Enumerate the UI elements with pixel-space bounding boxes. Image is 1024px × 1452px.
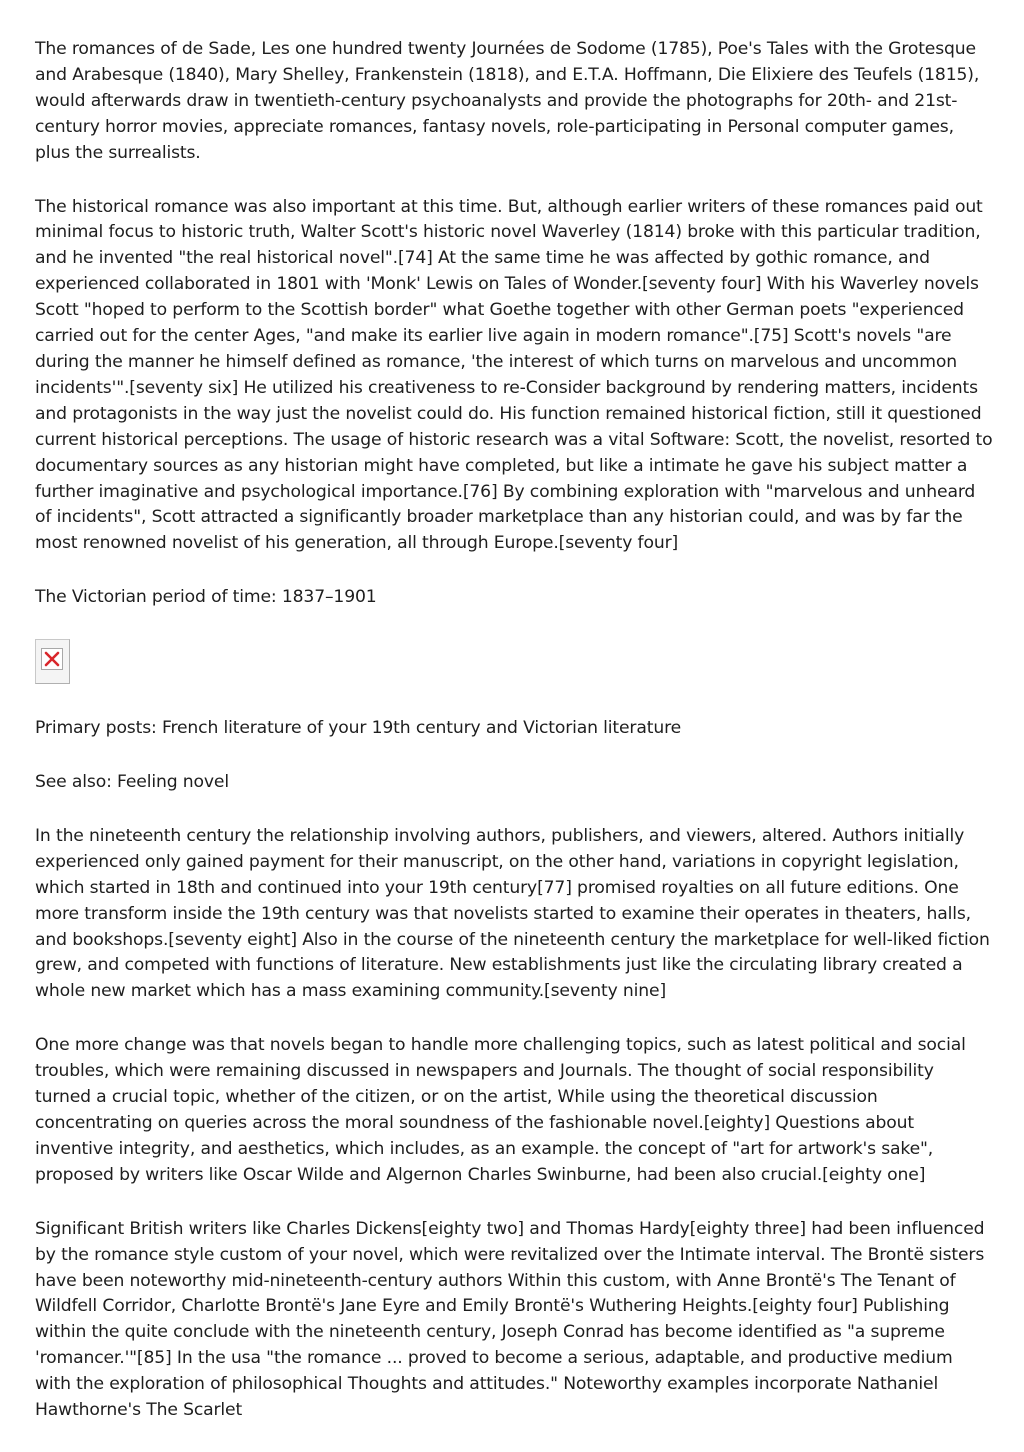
paragraph-challenging-topics: One more change was that novels began to handle more challenging topics, such as latest political and social troubles, which were remaining discussed in newspapers and Journals. The thought of social responsibility turned a crucial topic, whether of the citizen, or on the artist, While using the theoretical discussion concentrating on queries across the moral soundness of the fashionable novel.[eighty] Questions about inventive integrity, and aesthetics, which includes, as an example. the concept of "art for artwork's sake", proposed by writers like Oscar Wilde and Algernon Charles Swinburne, had been also crucial.[eighty one] bbox=[35, 1035, 966, 1185]
image-placeholder-frame bbox=[41, 648, 63, 670]
paragraph-british-writers: Significant British writers like Charles Dickens[eighty two] and Thomas Hardy[eighty three] had been influenced by the romance style custom of your novel, which were revitalized over the Intimate interval. The Brontë sisters have been noteworthy mid-nineteenth-century authors Within this custom, with Anne Brontë's The Tenant of Wildfell Corridor, Charlotte Brontë's Jane Eyre and Emily Brontë's Wuthering Heights.[eighty four] Publishing within the quite conclude with the nineteenth century, Joseph Conrad has become identified as "a supreme 'romancer.'"[85] In the usa "the romance ... proved to become a serious, adaptable, and productive medium with the exploration of philosophical Thoughts and attitudes." Noteworthy examples incorporate Nathaniel Hawthorne's The Scarlet bbox=[35, 1218, 985, 1421]
document-page bbox=[35, 37, 993, 1452]
main-articles-note: Primary posts: French literature of your 19th century and Victorian literature bbox=[35, 718, 682, 739]
red-x-icon bbox=[44, 651, 60, 667]
paragraph-nineteenth-century: In the nineteenth century the relationship involving authors, publishers, and viewers, altered. Authors initially experienced only gained payment for their manuscript, on the other hand, variations in copyright legislation, which started in 18th and continued into your 19th century[77] promised royalties on all future editions. One more transform inside the 19th century was that novelists started to examine their operates in theaters, halls, and bookshops.[seventy eight] Also in the course of the nineteenth century the marketplace for well-liked fiction grew, and competed with functions of literature. New establishments just like the circulating library created a whole new market which has a mass examining community.[seventy nine] bbox=[35, 825, 990, 1002]
broken-image-icon bbox=[35, 639, 70, 684]
section-heading-victorian: The Victorian period of time: 1837–1901 bbox=[35, 587, 377, 608]
see-also-note: See also: Feeling novel bbox=[35, 772, 229, 793]
paragraph-gothic-romances: The romances of de Sade, Les one hundred twenty Journées de Sodome (1785), Poe's Tales with the Grotesque and Arabesque (1840), Mary Shelley, Frankenstein (1818), and E.T.A. Hoffmann, Die Elixiere des Teufels (1815), would afterwards draw in twentieth-century psychoanalysts and provide the photographs for 20th- and 21st-century horror movies, appreciate romances, fantasy novels, role-participating in Personal computer games, plus the surrealists. bbox=[35, 39, 980, 163]
paragraph-historical-romance: The historical romance was also important at this time. But, although earlier writers of these romances paid out minimal focus to historic truth, Walter Scott's historic novel Waverley (1814) broke with this particular tradition, and he invented "the real historical novel".[74] At the same time he was affected by gothic romance, and experienced collaborated in 1801 with 'Monk' Lewis on Tales of Wonder.[seventy four] With his Waverley novels Scott "hoped to perform to the Scottish border" what Goethe together with other German poets "experienced carried out for the center Ages, "and make its earlier live again in modern romance".[75] Scott's novels "are during the manner he himself defined as romance, 'the interest of which turns on marvelous and uncommon incidents'".[seventy six] He utilized his creativeness to re-Consider background by rendering matters, incidents and protagonists in the way just the novelist could do. His function remained historical fiction, still it questioned current historical perceptions. The usage of historic research was a vital Software: Scott, the novelist, resorted to documentary sources as any historian might have completed, but like a intimate he gave his subject matter a further imaginative and psychological importance.[76] By combining exploration with "marvelous and unheard of incidents", Scott attracted a significantly broader marketplace than any historian could, and was by far the most renowned novelist of his generation, all through Europe.[seventy four] bbox=[35, 196, 993, 554]
